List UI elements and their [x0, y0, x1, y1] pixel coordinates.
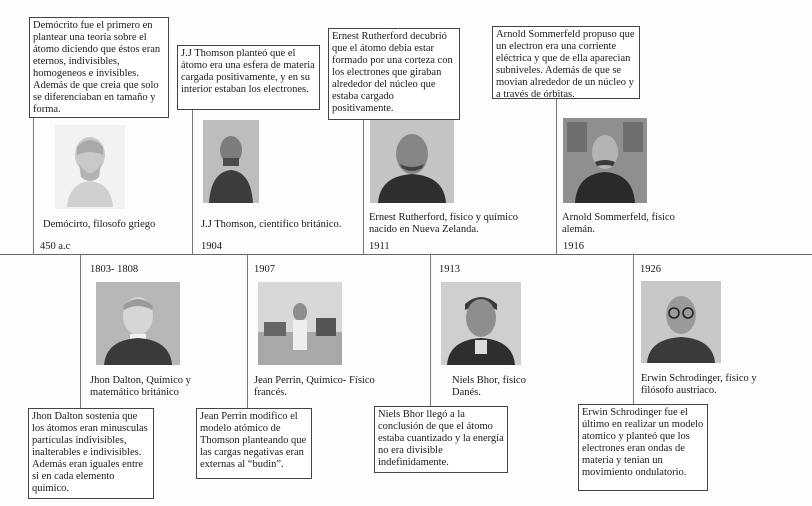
perrin-lab-image — [258, 282, 342, 365]
portrait-icon — [96, 282, 180, 365]
sommerfeld-year: 1916 — [563, 241, 584, 252]
connector-bohr — [430, 254, 431, 406]
sommerfeld-caption: Arnold Sommerfeld, físico alemán. — [562, 212, 675, 235]
democrito-bust-image — [55, 125, 125, 209]
connector-thomson — [192, 110, 193, 255]
dalton-text: Jhon Dalton sostenia que los átomos eran minusculas partículas indivisibles, inalterables e indivisibles. Además eran iguales entre si en cada elemento químico. — [32, 411, 148, 494]
schrodinger-textbox — [578, 404, 708, 491]
democrito-text: Demócrito fue el primero en plantear una teoría sobre el átomo diciendo que éstos eran eternos, indivisibles, homogeneos e invisibles. Además de que creia que solo se diferenciaban en tamaño y forma. — [33, 20, 161, 115]
thomson-textbox — [177, 45, 320, 110]
thomson-portrait-image — [203, 120, 259, 203]
sommerfeld-textbox — [492, 26, 640, 99]
dalton-year: 1803- 1808 — [90, 264, 139, 275]
schrodinger-caption: Erwin Schrodinger, físico y filósofo austriaco. — [641, 373, 757, 396]
sommerfeld-portrait-image — [563, 118, 647, 203]
perrin-caption: Jean Perrin, Químico- Físico francés. — [254, 375, 375, 398]
schrodinger-text: Erwin Schrodinger fue el último en realizar un modelo atomico y planteó que los electrones eran ondas de materia y tenian un movimiento ondulatorio. — [582, 407, 704, 478]
portrait-icon — [563, 118, 647, 203]
perrin-text: Jean Perrin modifico el modelo atómico de Thomson planteando que las cargas negativas eran externas al “budin”. — [200, 411, 307, 470]
schrodinger-portrait-image — [641, 281, 721, 363]
democrito-textbox — [29, 17, 169, 118]
dalton-textbox — [28, 408, 154, 499]
rutherford-caption: Ernest Rutherford, físico y químico nacido en Nueva Zelanda. — [369, 212, 519, 235]
perrin-year: 1907 — [254, 264, 275, 275]
bohr-portrait-image — [441, 282, 521, 365]
bohr-text: Niels Bhor llegó a la conclusión de que el átomo estaba cuantizado y la energía no era divisible indefinidamente. — [378, 409, 504, 468]
thomson-year: 1904 — [201, 241, 222, 252]
connector-rutherford — [363, 120, 364, 255]
portrait-icon — [641, 281, 721, 363]
connector-democrito — [33, 118, 34, 255]
connector-schrodinger — [633, 254, 634, 404]
portrait-icon — [370, 120, 454, 203]
rutherford-textbox — [328, 28, 460, 120]
rutherford-year: 1911 — [369, 241, 390, 252]
democrito-caption: Demócirto, filosofo griego — [43, 219, 156, 230]
dalton-portrait-image — [96, 282, 180, 365]
bohr-year: 1913 — [439, 264, 460, 275]
connector-dalton — [80, 254, 81, 410]
connector-sommerfeld — [556, 99, 557, 255]
perrin-textbox — [196, 408, 312, 479]
rutherford-text: Ernest Rutherford decubrió que el átomo debia estar formado por una corteza con los electrones que giraban alrededor del núcleo que estaba cargado positivamente. — [332, 31, 453, 114]
schrodinger-year: 1926 — [640, 264, 661, 275]
connector-perrin — [247, 254, 248, 408]
thomson-caption: J.J Thomson, científico británico. — [201, 219, 342, 230]
bohr-textbox — [374, 406, 508, 473]
bust-icon — [55, 125, 125, 209]
bohr-caption: Niels Bhor, físico Danés. — [452, 375, 526, 398]
laboratory-icon — [258, 282, 342, 365]
democrito-year: 450 a.c — [40, 241, 71, 252]
thomson-text: J.J Thomson planteó que el átomo era una esfera de materia cargada positivamente, y en su interior estaban los electrones. — [181, 48, 315, 95]
rutherford-portrait-image — [370, 120, 454, 203]
dalton-caption: Jhon Dalton, Químico y matemático británico — [90, 375, 191, 398]
sommerfeld-text: Arnold Sommerfeld propuso que un electron era una corriente eléctrica y que de ella aparecian subniveles. Además de que se movian alrededor de un núcleo y a través de órbitas. — [496, 29, 635, 100]
portrait-icon — [203, 120, 259, 203]
timeline-axis — [0, 254, 812, 255]
portrait-icon — [441, 282, 521, 365]
